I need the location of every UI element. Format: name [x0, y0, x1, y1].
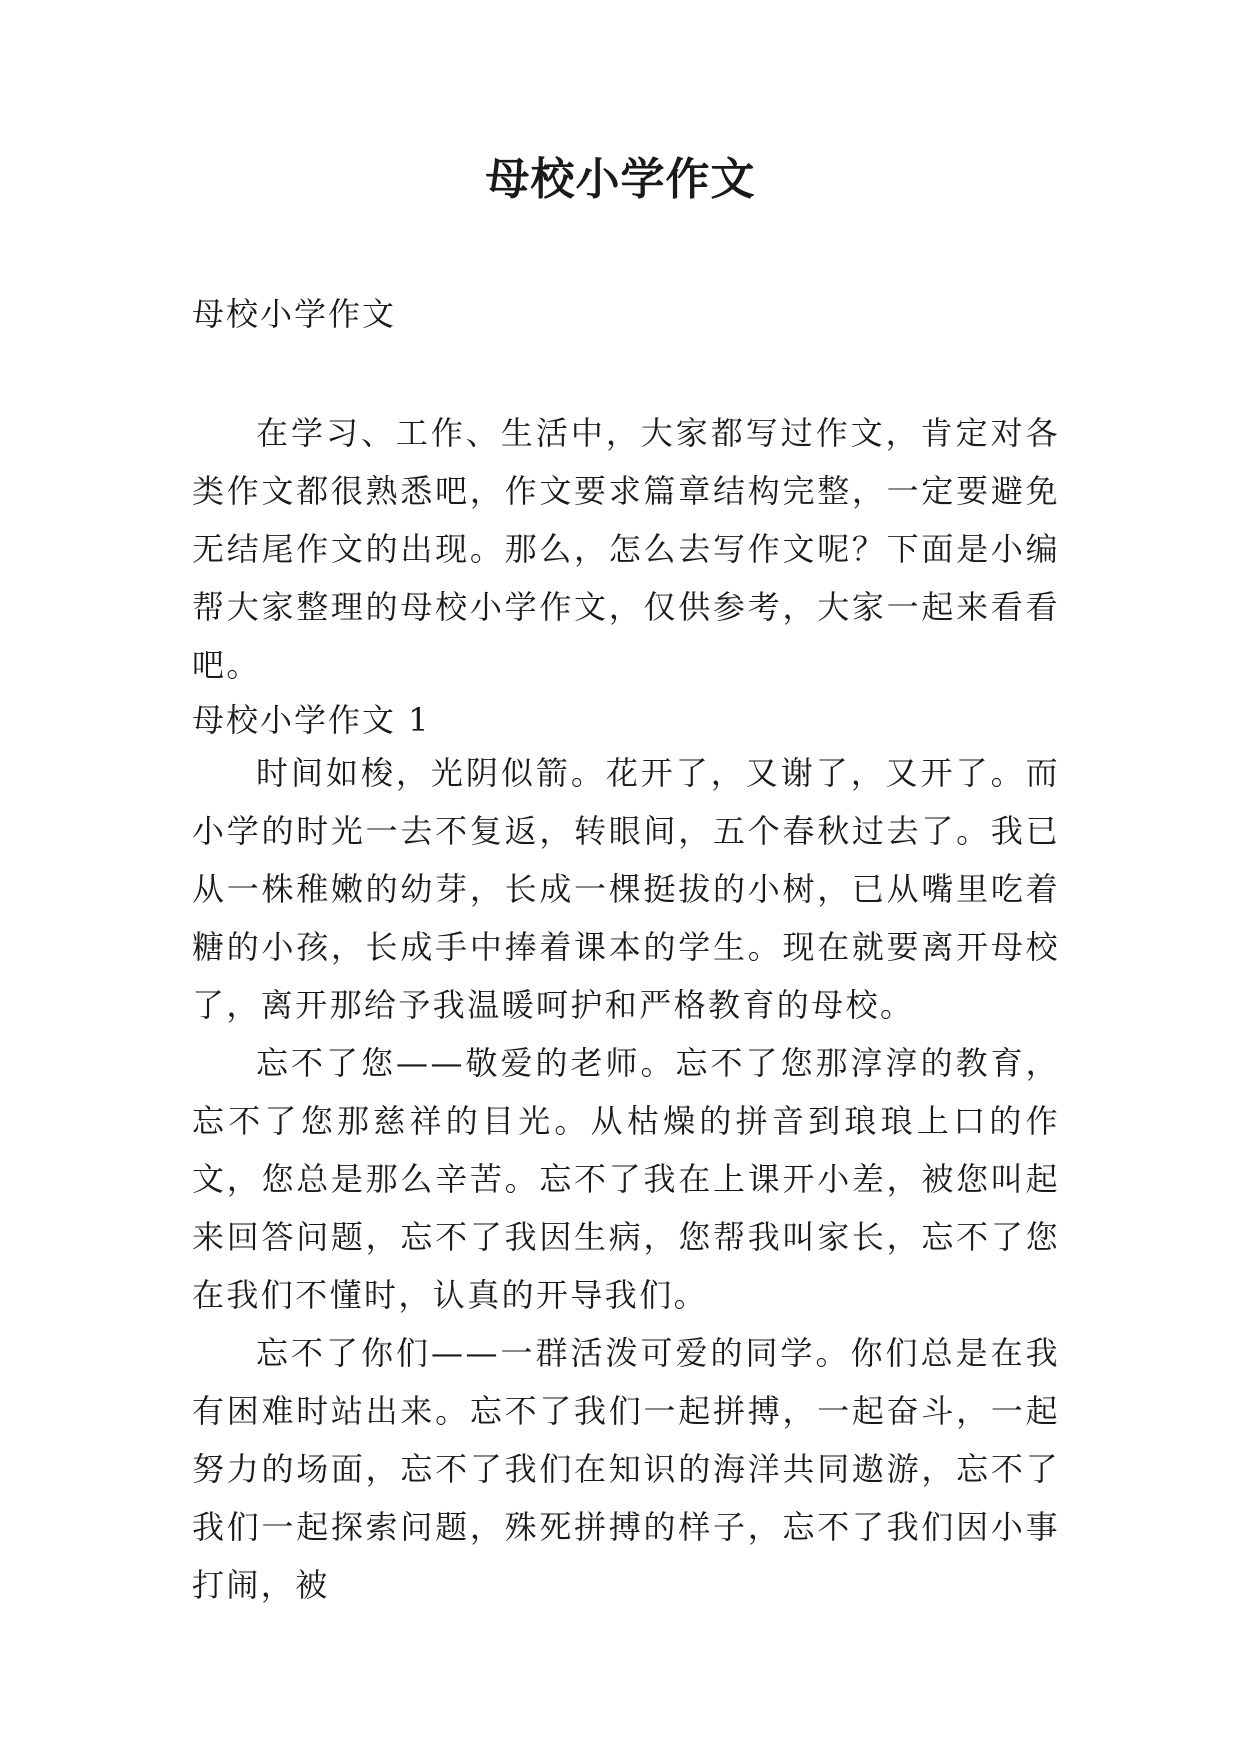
essay-body [192, 744, 1060, 1614]
intro-block [192, 404, 1060, 694]
document-subtitle: 母校小学作文 [192, 295, 397, 333]
document-title: 母校小学作文 [485, 154, 756, 205]
intro-paragraph: 在学习、工作、生活中，大家都写过作文，肯定对各类作文都很熟悉吧，作文要求篇章结构完整，一定要避免无结尾作文的出现。那么，怎么去写作文呢？下面是小编帮大家整理的母校小学作文，仅供参考，大家一起来看看吧。 [192, 414, 1060, 684]
essay-paragraph: 忘不了你们——一群活泼可爱的同学。你们总是在我有困难时站出来。忘不了我们一起拼搏，一起奋斗，一起努力的场面，忘不了我们在知识的海洋共同遨游，忘不了我们一起探索问题，殊死拼搏的样子，忘不了我们因小事打闹，被 [192, 1334, 1060, 1604]
section-heading: 母校小学作文 1 [192, 701, 431, 739]
essay-paragraph: 时间如梭，光阴似箭。花开了，又谢了，又开了。而小学的时光一去不复返，转眼间，五个春秋过去了。我已从一株稚嫩的幼芽，长成一棵挺拔的小树，已从嘴里吃着糖的小孩，长成手中捧着课本的学生。现在就要离开母校了，离开那给予我温暖呵护和严格教育的母校。 [192, 754, 1060, 1024]
essay-paragraph: 忘不了您——敬爱的老师。忘不了您那淳淳的教育，忘不了您那慈祥的目光。从枯燥的拼音到琅琅上口的作文，您总是那么辛苦。忘不了我在上课开小差，被您叫起来回答问题，忘不了我因生病，您帮我叫家长，忘不了您在我们不懂时，认真的开导我们。 [192, 1044, 1060, 1314]
